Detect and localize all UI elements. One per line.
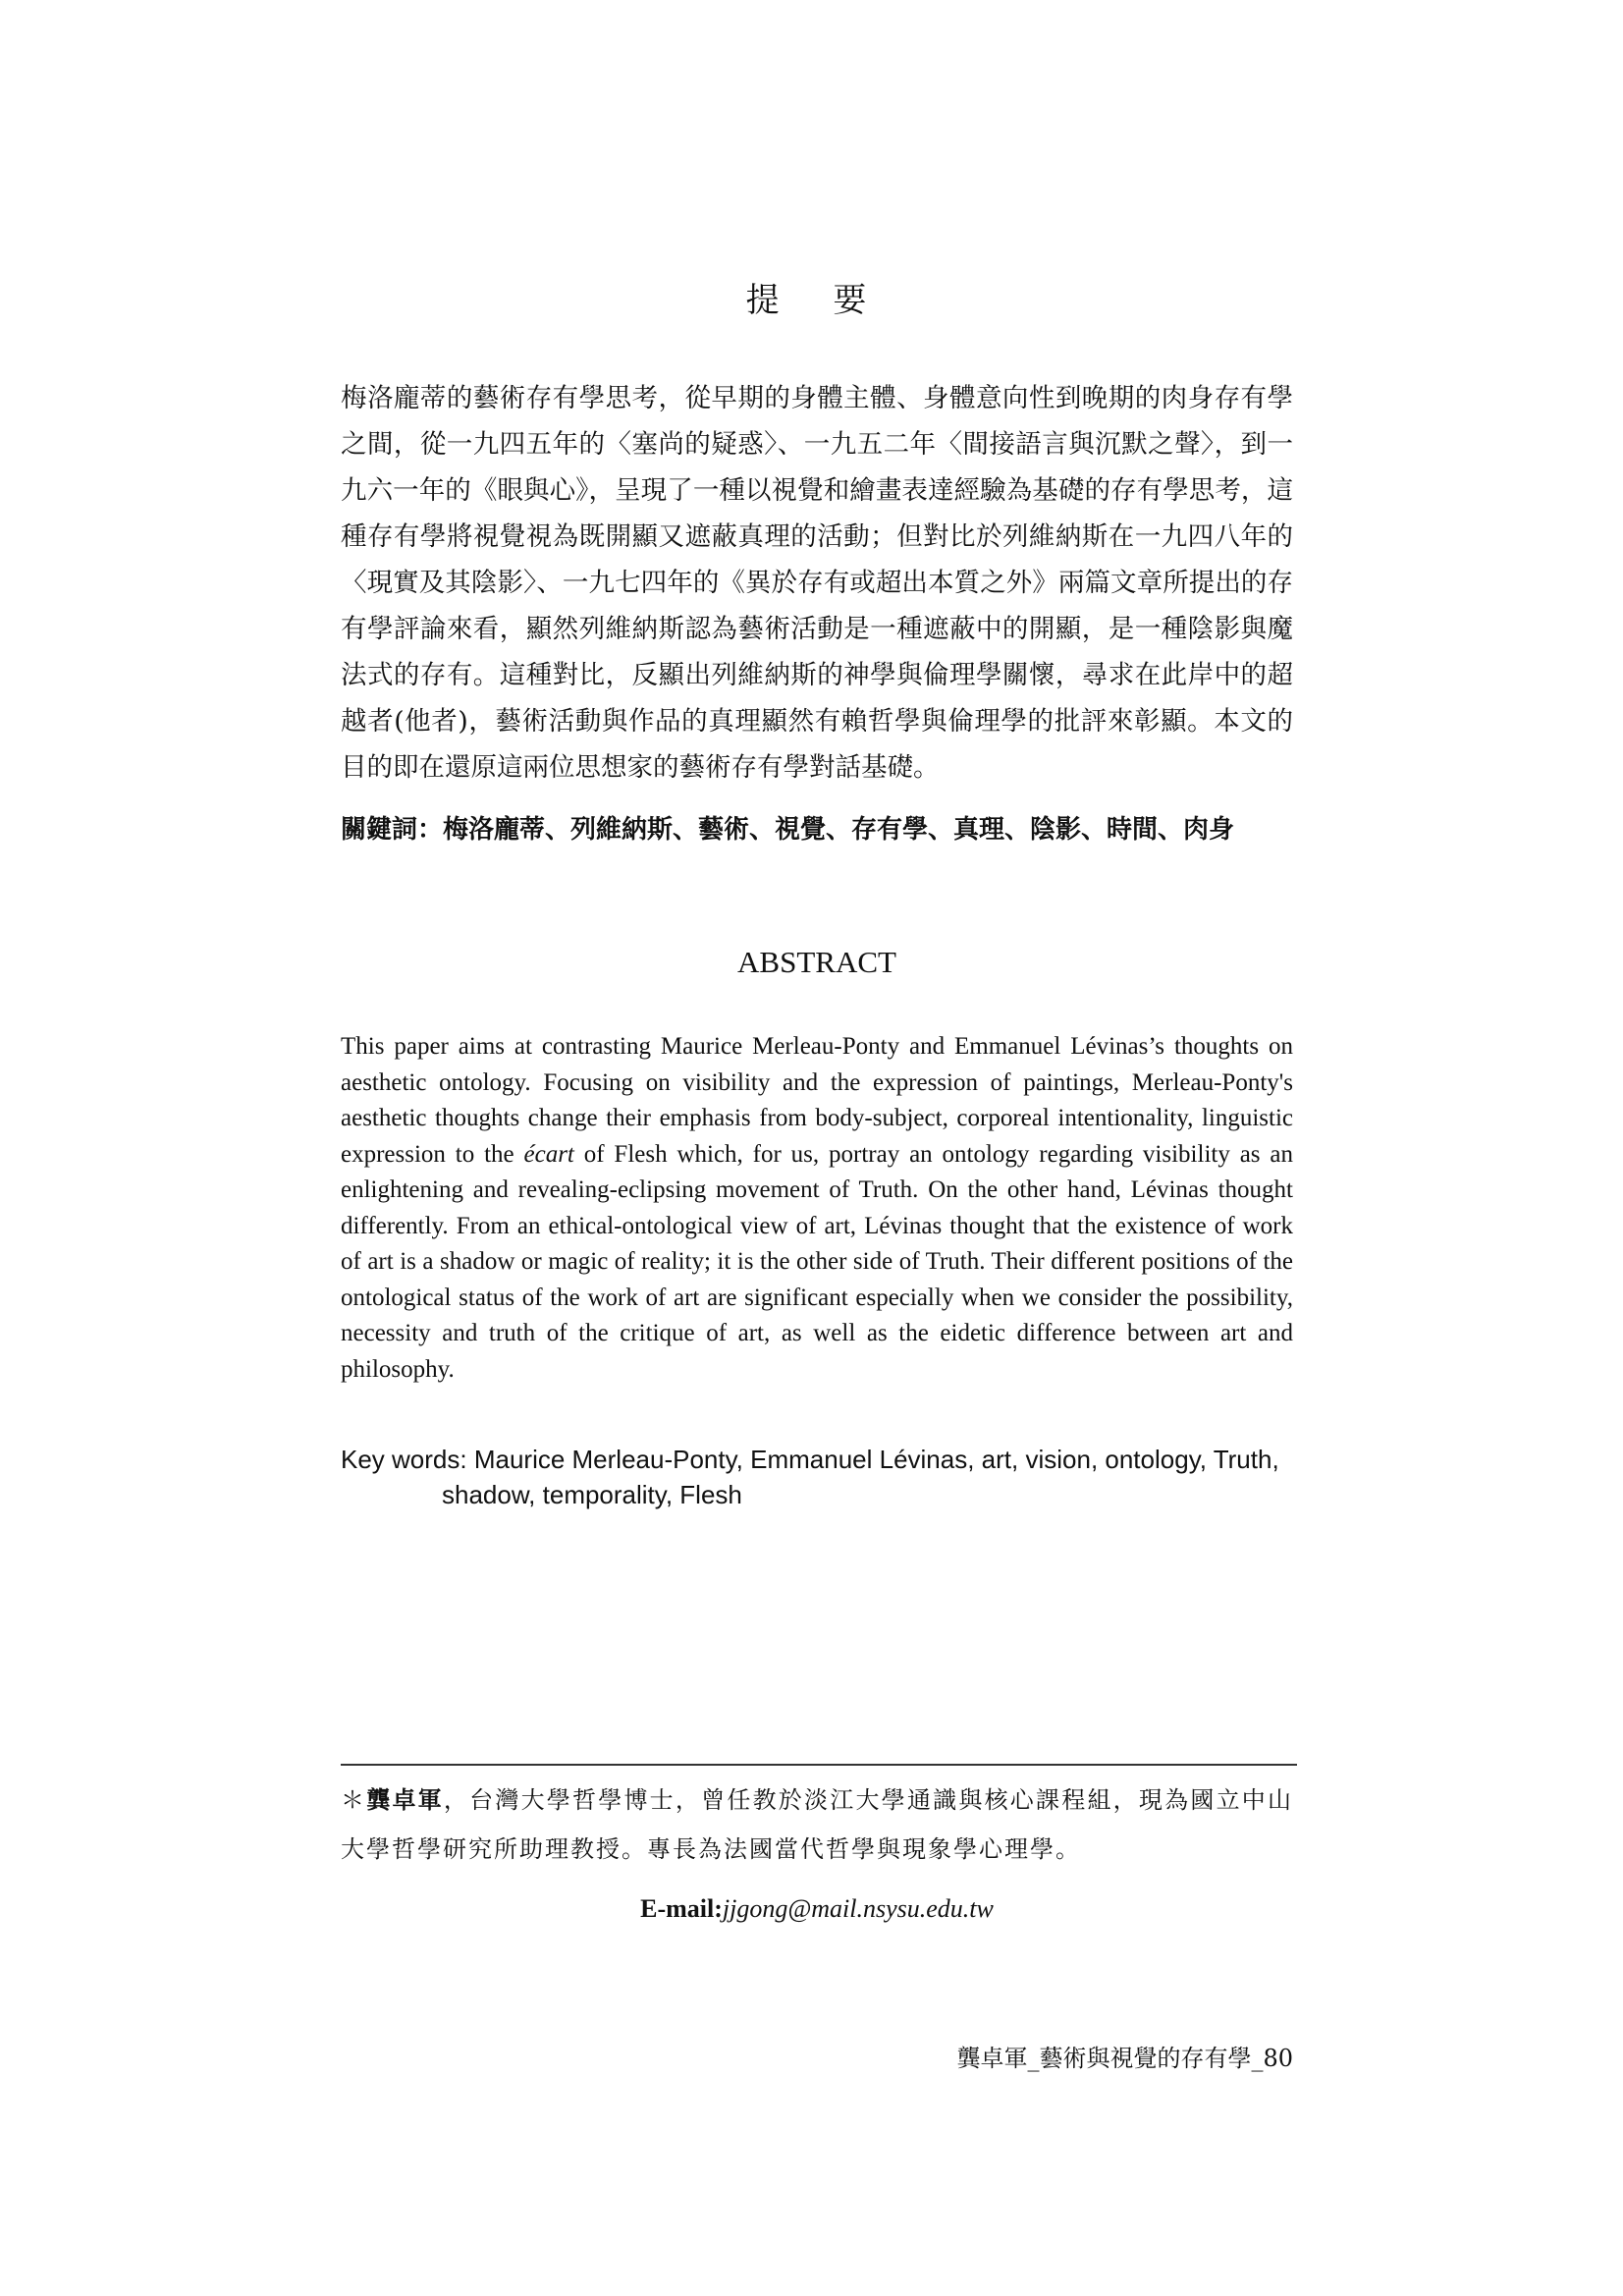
chinese-keywords: 關鍵詞：梅洛龐蒂、列維納斯、藝術、視覺、存有學、真理、陰影、時間、肉身 [341,815,1235,845]
english-abstract-heading: ABSTRACT [737,945,896,979]
english-abstract-body [341,1029,1293,1388]
footnote-divider [341,1764,1297,1766]
english-keywords: Key words: Maurice Merleau-Ponty, Emmanuel Lévinas, art, vision, ontology, Truth, shadow, temporality, Flesh [341,1445,1279,1509]
english-abstract-text-part-1: This paper aims at contrasting Maurice Merleau-Ponty and Emmanuel Lévinas’s thoughts on aesthetic ontology. Focusing on visibility and the expression of paintings, Merleau-Ponty's aesthetic thoughts change their emphasis from body-subject, corporeal intentionality, linguistic expression to the [341,1033,1293,1168]
paper-page [341,0,1293,2296]
author-footnote [341,1776,1293,1874]
email-address: jjgong@mail.nsysu.edu.tw [722,1894,994,1923]
author-email [341,1891,1293,1927]
chinese-abstract-heading: 提 要 [745,281,889,320]
english-abstract-text-part-2: of Flesh which, for us, portray an ontology regarding visibility as an enlightening and revealing-eclipsing movement of Truth. On the other hand, Lévinas thought differently. From an ethical-ontological view of art, Lévinas thought that the existence of work of art is a shadow or magic of reality; it is the other side of Truth. Their different positions of the ontological status of the work of art are significant especially when we consider the possibility, necessity and truth of the critique of art, as well as the eidetic difference between art and philosophy. [341,1140,1293,1383]
chinese-abstract-body: 梅洛龐蒂的藝術存有學思考，從早期的身體主體、身體意向性到晚期的肉身存有學之間，從一九四五年的〈塞尚的疑惑〉、一九五二年〈間接語言與沉默之聲〉，到一九六一年的《眼與心》，呈現了一種以視覺和繪畫表達經驗為基礎的存有學思考，這種存有學將視覺視為既開顯又遮蔽真理的活動；但對比於列維納斯在一九四八年的〈現實及其陰影〉、一九七四年的《異於存有或超出本質之外》兩篇文章所提出的存有學評論來看，顯然列維納斯認為藝術活動是一種遮蔽中的開顯，是一種陰影與魔法式的存有。這種對比，反顯出列維納斯的神學與倫理學關懷，尋求在此岸中的超越者(他者)，藝術活動與作品的真理顯然有賴哲學與倫理學的批評來彰顯。本文的目的即在還原這兩位思想家的藝術存有學對話基礎。 [341,383,1293,783]
running-footer: 龔卓軍_藝術與視覺的存有學_80 [956,2045,1293,2072]
english-abstract-italic-term: écart [523,1140,574,1168]
footnote-author-name: 龔卓軍 [366,1785,444,1814]
footnote-marker: ＊ [341,1786,367,1814]
email-label: E-mail: [640,1894,723,1923]
footnote-author-bio: ，台灣大學哲學博士，曾任教於淡江大學通識與核心課程組，現為國立中山大學哲學研究所助理教授。專長為法國當代哲學與現象學心理學。 [341,1786,1294,1863]
